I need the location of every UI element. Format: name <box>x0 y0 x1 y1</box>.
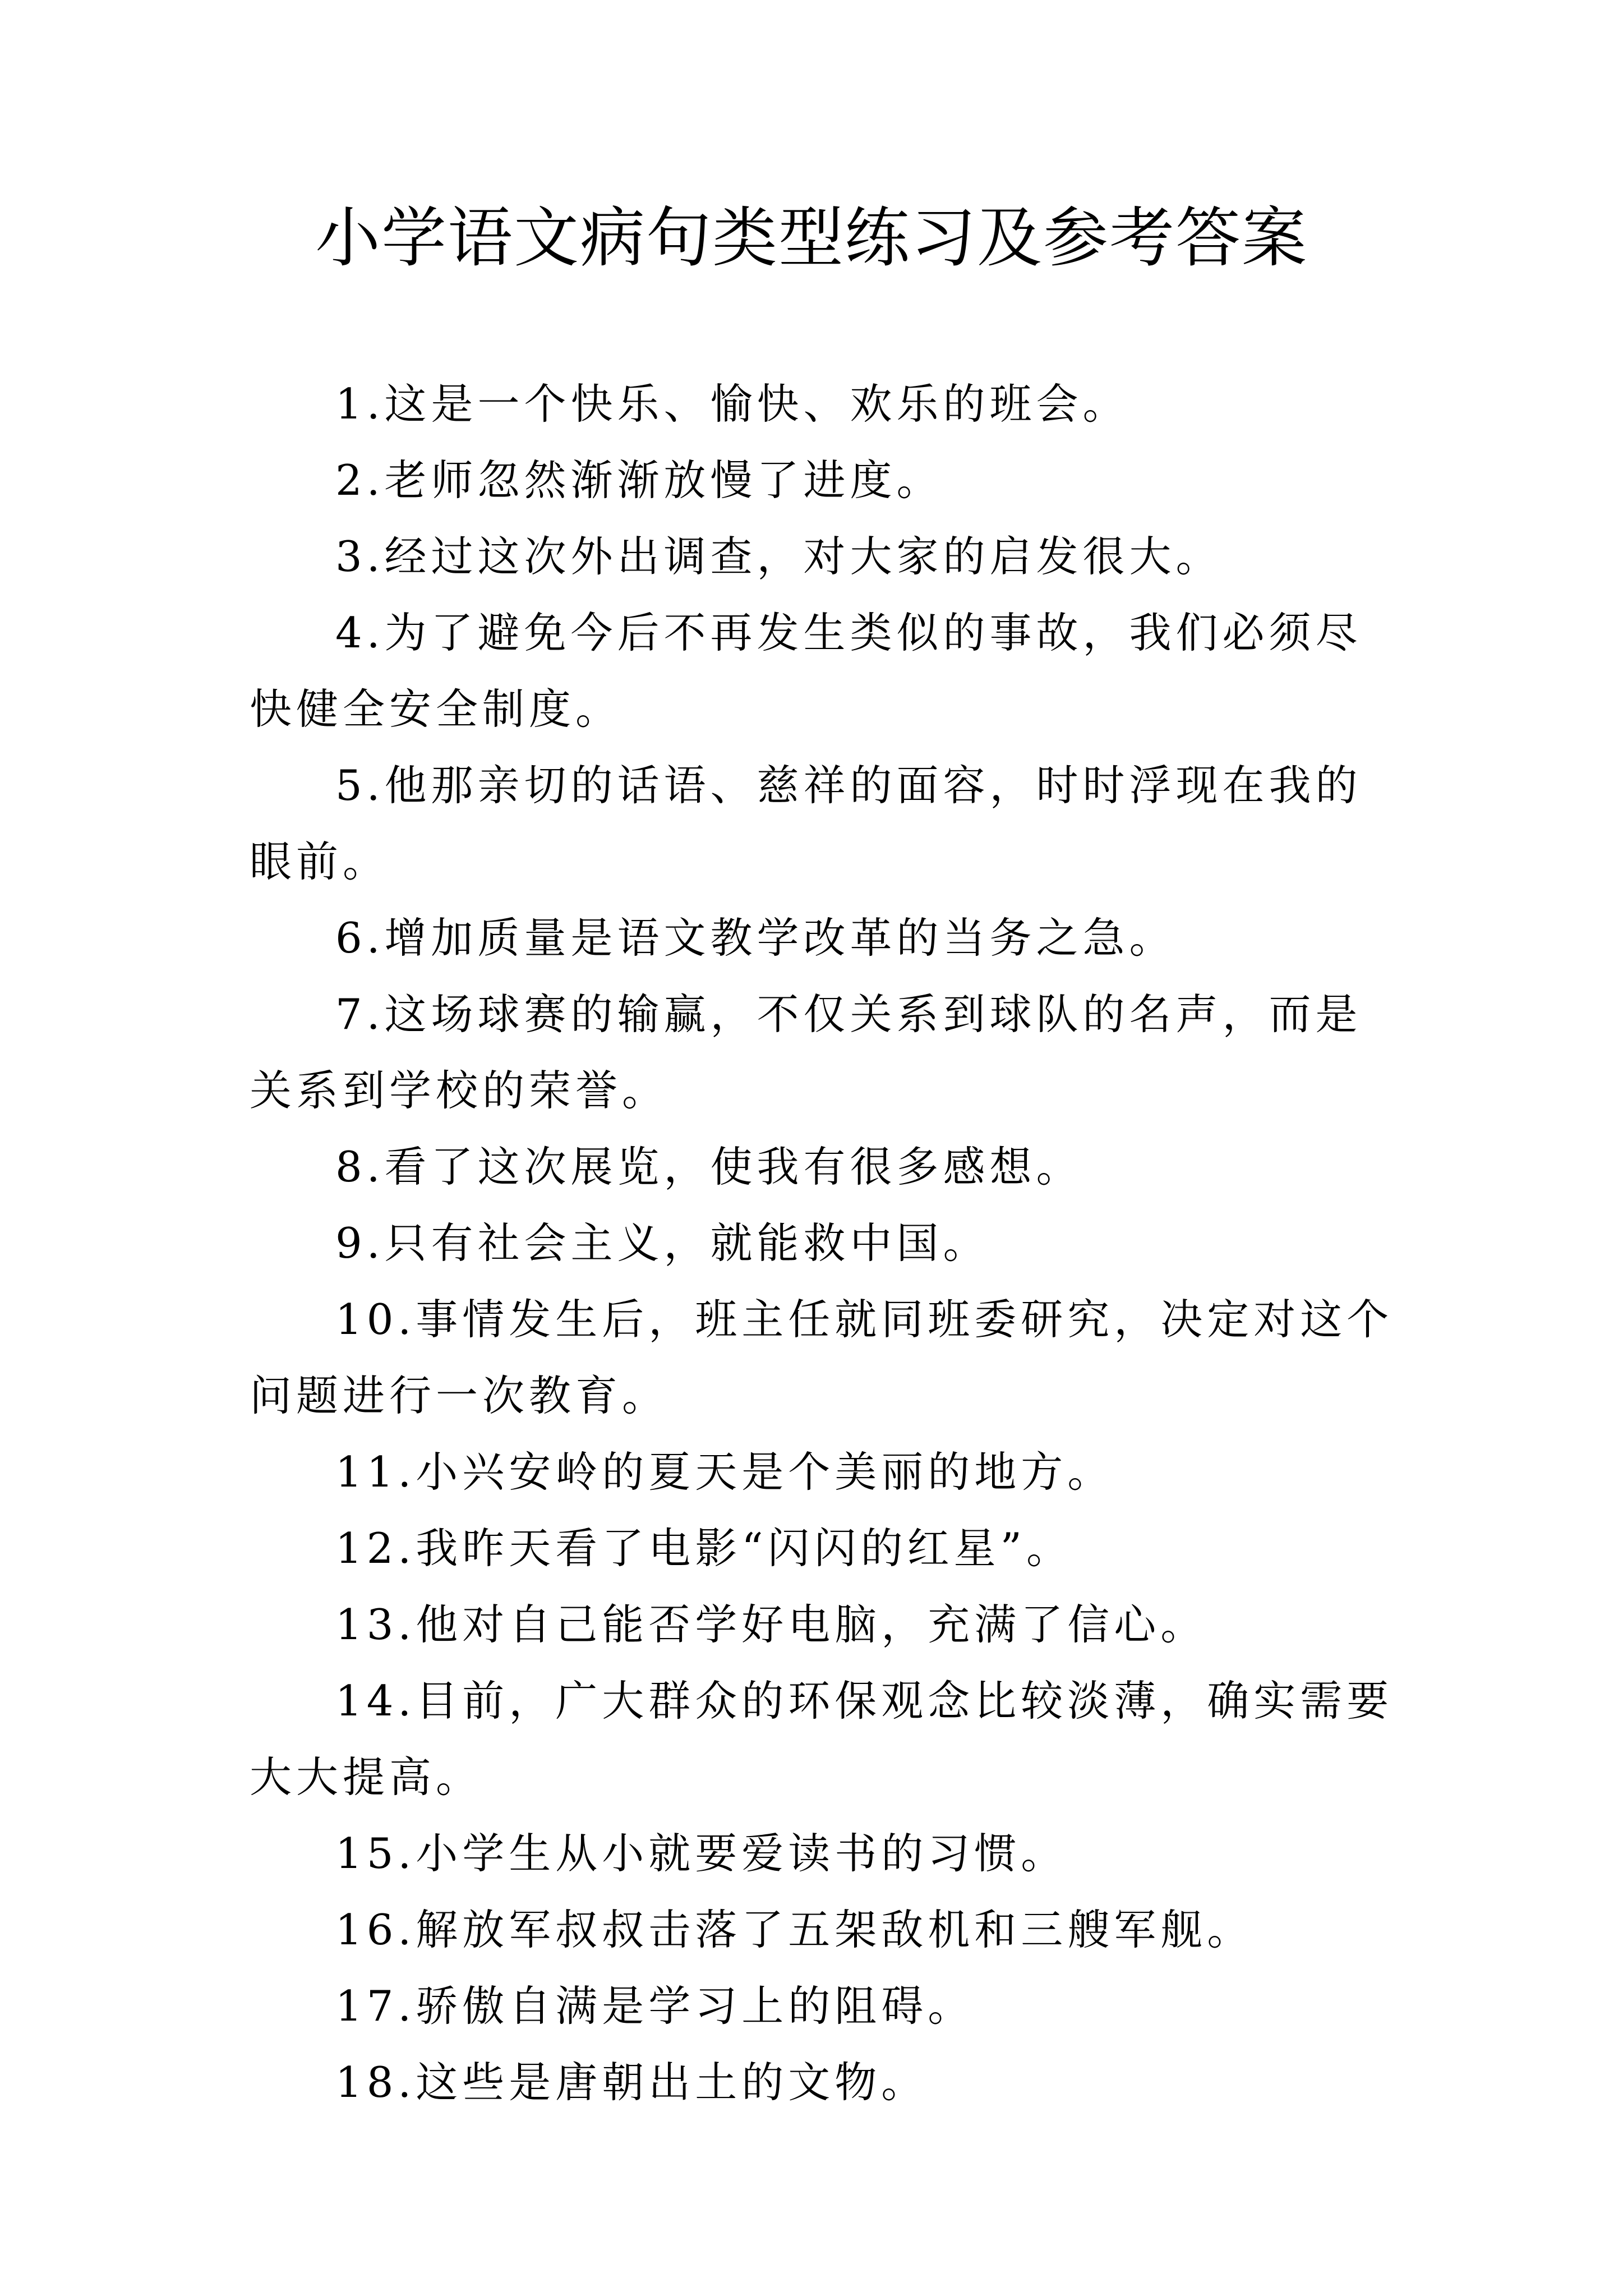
list-item: 1.这是一个快乐、愉快、欢乐的班会。 <box>335 379 1129 429</box>
list-item: 2.老师忽然渐渐放慢了进度。 <box>335 455 943 505</box>
list-item: 6.增加质量是语文教学改革的当务之急。 <box>335 913 1176 963</box>
list-item: 12.我昨天看了电影“闪闪的红星”。 <box>335 1524 1073 1573</box>
list-item: 11.小兴安岭的夏天是个美丽的地方。 <box>335 1447 1114 1497</box>
list-item: 17.骄傲自满是学习上的阻碍。 <box>335 1981 975 2031</box>
list-item: 18.这些是唐朝出土的文物。 <box>335 2058 928 2107</box>
list-item: 14.目前，广大群众的环保观念比较淡薄，确实需要大大提高。 <box>250 1676 1394 1802</box>
sentence-list <box>250 366 1394 2120</box>
list-item: 4.为了避免今后不再发生类似的事故，我们必须尽快健全安全制度。 <box>250 608 1362 734</box>
list-item: 13.他对自己能否学好电脑，充满了信心。 <box>335 1600 1207 1649</box>
list-item: 3.经过这次外出调查，对大家的启发很大。 <box>335 532 1223 581</box>
list-item: 16.解放军叔叔击落了五架敌机和三艘军舰。 <box>335 1905 1254 1954</box>
list-item: 5.他那亲切的话语、慈祥的面容，时时浮现在我的眼前。 <box>250 761 1362 886</box>
list-item: 8.看了这次展览，使我有很多感想。 <box>335 1142 1083 1191</box>
document-title: 小学语文病句类型练习及参考答案 <box>315 200 1308 276</box>
list-item: 10.事情发生后，班主任就同班委研究，决定对这个问题进行一次教育。 <box>250 1295 1394 1420</box>
list-item: 7.这场球赛的输赢，不仅关系到球队的名声，而是关系到学校的荣誉。 <box>250 990 1362 1115</box>
list-item: 9.只有社会主义，就能救中国。 <box>335 1218 990 1268</box>
list-item: 15.小学生从小就要爱读书的习惯。 <box>335 1829 1068 1878</box>
